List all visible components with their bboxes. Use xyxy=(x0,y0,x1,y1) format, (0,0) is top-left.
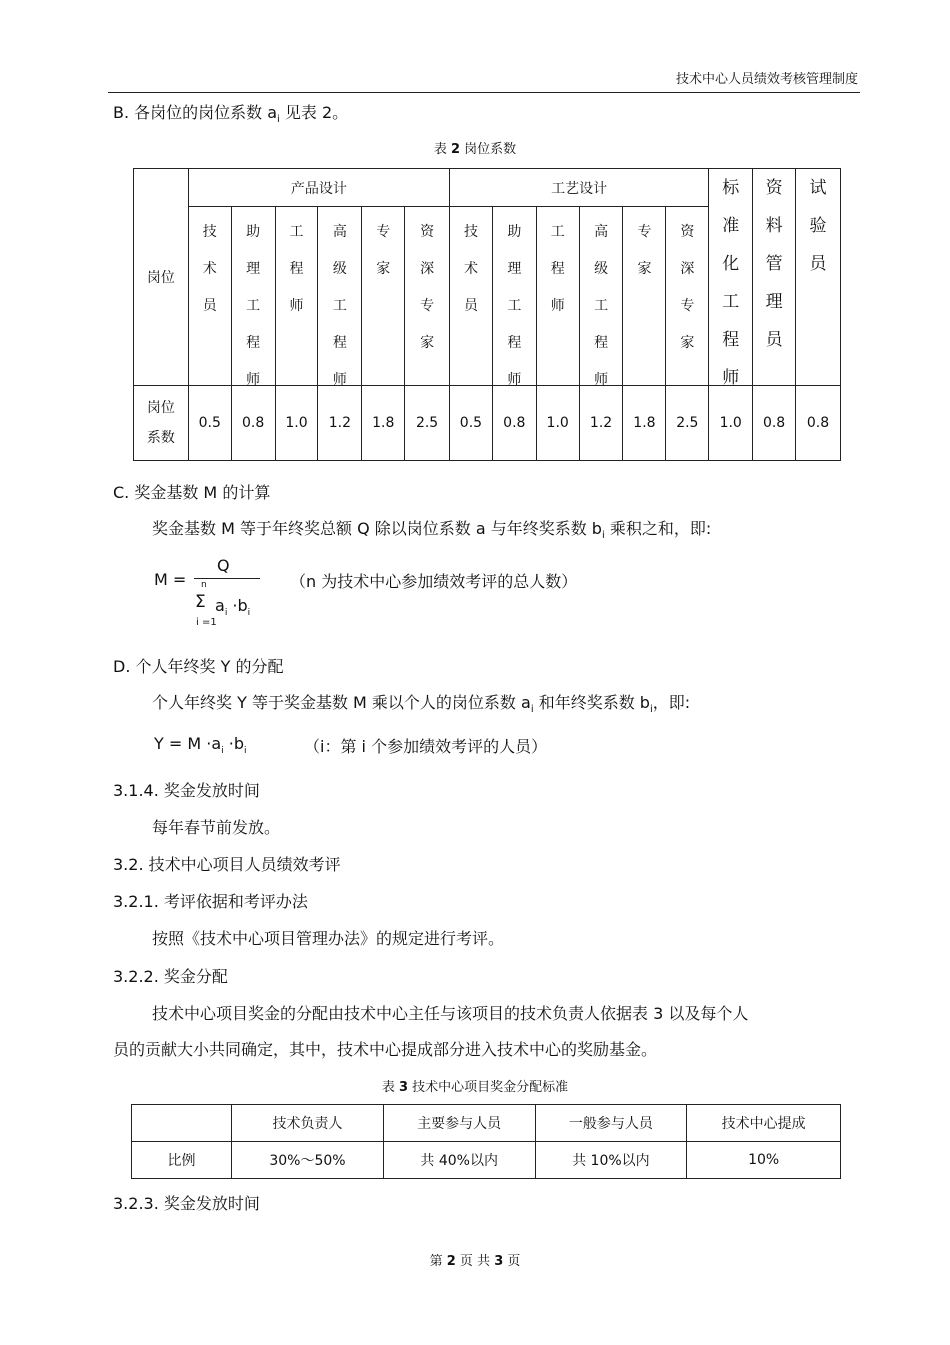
table2-big-char: 验 xyxy=(809,216,827,236)
footer-total: 3 xyxy=(494,1254,504,1269)
s314-title: 3.1.4. 奖金发放时间 xyxy=(113,781,260,800)
section-d-title: D. 个人年终奖 Y 的分配 xyxy=(113,657,284,676)
table2-char: 师 xyxy=(246,372,261,388)
running-header: 技术中心人员绩效考核管理制度 xyxy=(675,72,858,87)
table2-subcol-text xyxy=(493,208,536,388)
table2-subcol-6 xyxy=(449,207,492,386)
table2-coef-label-2: 系数 xyxy=(146,430,175,446)
formula-y-sub1: i xyxy=(221,746,224,757)
formula-m-b: ·b xyxy=(232,596,248,615)
table3-header-cell: 一般参与人员 xyxy=(535,1105,687,1142)
table3-data-cell: 共 40%以内 xyxy=(383,1142,535,1179)
formula-m-lhs: M = xyxy=(154,570,187,589)
table2-subcol-text xyxy=(537,208,579,384)
section-b-sub: i xyxy=(277,114,280,126)
table2-char: 家 xyxy=(420,335,435,351)
table2-subcol-3 xyxy=(318,207,362,386)
table2-char: 深 xyxy=(420,261,435,277)
table2-char: 程 xyxy=(594,335,609,351)
table3-header-cell xyxy=(132,1105,232,1142)
formula-y-b: ·b xyxy=(223,734,244,753)
table2-coef-label xyxy=(134,386,189,461)
table2-big-char: 理 xyxy=(765,292,783,312)
table3-data-cell: 10% xyxy=(687,1142,841,1179)
table2-char: 助 xyxy=(507,224,522,240)
table2-value-cell: 0.8 xyxy=(796,386,841,461)
table2-char: 理 xyxy=(246,261,261,277)
table2-big-char: 料 xyxy=(765,216,783,236)
table2-char: 专 xyxy=(637,224,652,240)
table2-value-cell: 0.8 xyxy=(753,386,796,461)
table3-caption xyxy=(0,1076,950,1095)
table2-char: 程 xyxy=(332,335,347,351)
table2-char: 家 xyxy=(680,335,695,351)
footer-mid: 页 共 xyxy=(459,1254,491,1269)
table2-char: 程 xyxy=(246,335,261,351)
table2-value-cell: 1.0 xyxy=(709,386,753,461)
table2-subcol-0 xyxy=(188,207,231,386)
table3-header-cell: 技术负责人 xyxy=(232,1105,384,1142)
table2-value-cell: 0.8 xyxy=(231,386,275,461)
table2-big-char: 员 xyxy=(809,254,827,274)
section-b xyxy=(113,100,348,125)
table2-coef-label-1: 岗位 xyxy=(146,400,175,416)
section-c-body-sub: i xyxy=(601,530,605,542)
table2-big-char: 标 xyxy=(722,178,740,198)
table2-char: 级 xyxy=(594,261,609,277)
formula-m-numerator: Q xyxy=(217,556,230,575)
table2-subcol-text xyxy=(666,208,708,384)
table2-char: 技 xyxy=(202,224,217,240)
table2-value-cell: 2.5 xyxy=(405,386,450,461)
section-b-text: B. 各岗位的岗位系数 a xyxy=(113,103,278,122)
table2-value-cell: 1.0 xyxy=(275,386,318,461)
table2-char: 程 xyxy=(507,335,522,351)
table2-subcol-text xyxy=(450,208,492,384)
table3-data-cell: 共 10%以内 xyxy=(535,1142,687,1179)
table2-char: 师 xyxy=(507,372,522,388)
section-c-body-tail: 乘积之和，即: xyxy=(604,519,712,538)
formula-m-a: a xyxy=(215,596,225,615)
formula-y-sub2: i xyxy=(243,746,247,757)
table2-col-big-2 xyxy=(753,169,796,386)
table2-char: 师 xyxy=(594,372,609,388)
table3-caption-num: 3 xyxy=(398,1080,409,1095)
section-d-body-sub: i xyxy=(530,704,534,716)
section-d-body xyxy=(152,690,690,715)
table2-value-cell: 0.8 xyxy=(492,386,536,461)
table2-char: 专 xyxy=(376,224,391,240)
s314-body: 每年春节前发放。 xyxy=(152,818,281,837)
table2-char: 助 xyxy=(246,224,261,240)
table3-header-cell: 主要参与人员 xyxy=(383,1105,535,1142)
table3 xyxy=(131,1104,841,1179)
table2-char: 技 xyxy=(463,224,478,240)
section-c-body-text: 奖金基数 M 等于年终奖总额 Q 除以岗位系数 a 与年终奖系数 b xyxy=(152,519,602,538)
s322-body-1: 技术中心项目奖金的分配由技术中心主任与该项目的技术负责人依据表 3 以及每个人 xyxy=(152,1004,749,1023)
table3-caption-text: 技术中心项目奖金分配标准 xyxy=(412,1080,569,1095)
table2-value-cell: 1.2 xyxy=(318,386,362,461)
table2-subcol-text xyxy=(232,208,275,388)
table2-group-product: 产品设计 xyxy=(188,169,449,207)
table2-value-cell: 2.5 xyxy=(666,386,709,461)
table2-col-big-1 xyxy=(709,169,753,386)
table2-char: 资 xyxy=(420,224,435,240)
table2-col-big-3 xyxy=(796,169,841,386)
table2-subcol-1 xyxy=(231,207,275,386)
table2-subcol-4 xyxy=(362,207,405,386)
footer-suffix: 页 xyxy=(507,1254,521,1269)
table2-value-cell: 1.8 xyxy=(623,386,666,461)
table2-caption-num: 2 xyxy=(450,142,461,157)
table2-big-char: 管 xyxy=(765,254,783,274)
table2-char: 专 xyxy=(420,298,435,314)
table2-char: 工 xyxy=(332,298,347,314)
table2-subcol-text xyxy=(580,208,623,388)
table2-char: 工 xyxy=(507,298,522,314)
table3-data-cell: 30%～50% xyxy=(232,1142,384,1179)
formula-m-b-sub: i xyxy=(247,608,251,619)
table2 xyxy=(133,168,841,461)
table2-char: 家 xyxy=(376,261,391,277)
table2-char: 工 xyxy=(246,298,261,314)
formula-m-sum-bottom: i =1 xyxy=(196,617,217,628)
table2-char: 工 xyxy=(594,298,609,314)
table2-char: 师 xyxy=(289,298,304,314)
table2-big-char: 师 xyxy=(722,368,740,388)
s321-title: 3.2.1. 考评依据和考评办法 xyxy=(113,892,308,911)
table2-char: 程 xyxy=(289,261,304,277)
table2-subcol-7 xyxy=(492,207,536,386)
table2-value-cell: 1.2 xyxy=(579,386,623,461)
table2-big-char: 工 xyxy=(722,292,740,312)
table2-subcol-5 xyxy=(405,207,450,386)
table2-subcol-text xyxy=(189,208,231,384)
table2-char: 师 xyxy=(332,372,347,388)
formula-m-sum-sign: Σ xyxy=(195,592,206,612)
table2-big-char: 程 xyxy=(722,330,740,350)
formula-y xyxy=(154,734,247,756)
table2-char: 专 xyxy=(680,298,695,314)
page-footer xyxy=(0,1250,950,1269)
footer-prefix: 第 xyxy=(429,1254,443,1269)
table2-char: 工 xyxy=(289,224,304,240)
formula-m-sum-top: n xyxy=(201,580,207,590)
table2-char: 术 xyxy=(202,261,217,277)
table2-char: 深 xyxy=(680,261,695,277)
table3-data-cell: 比例 xyxy=(132,1142,232,1179)
table2-subcol-text xyxy=(362,208,404,384)
s32-title: 3.2. 技术中心项目人员绩效考评 xyxy=(113,855,341,874)
section-d-body-sub2: i xyxy=(649,704,653,716)
s321-body: 按照《技术中心项目管理办法》的规定进行考评。 xyxy=(152,929,505,948)
table2-big-char: 准 xyxy=(722,216,740,236)
table2-subcol-text xyxy=(405,208,449,384)
section-d-body-text: 个人年终奖 Y 等于奖金基数 M 乘以个人的岗位系数 a xyxy=(152,693,531,712)
table2-subcol-text xyxy=(623,208,665,384)
table2-caption xyxy=(0,138,950,157)
table2-char: 高 xyxy=(594,224,609,240)
table2-row-head: 岗位 xyxy=(134,169,189,386)
table2-caption-prefix: 表 xyxy=(433,142,447,157)
table2-char: 家 xyxy=(637,261,652,277)
formula-m-fraction-line xyxy=(194,578,260,579)
table2-subcol-text xyxy=(318,208,361,388)
table2-big-char: 试 xyxy=(809,178,827,198)
section-b-tail: 见表 2。 xyxy=(279,103,349,122)
table2-value-cell: 0.5 xyxy=(449,386,492,461)
table2-big-char: 员 xyxy=(765,330,783,350)
table2-char: 理 xyxy=(507,261,522,277)
table2-char: 级 xyxy=(332,261,347,277)
section-c-title: C. 奖金基数 M 的计算 xyxy=(113,483,271,502)
table2-subcol-11 xyxy=(666,207,709,386)
table2-big-char: 资 xyxy=(765,178,783,198)
table2-subcol-10 xyxy=(623,207,666,386)
table2-subcol-8 xyxy=(536,207,579,386)
table2-char: 员 xyxy=(463,298,478,314)
table2-value-cell: 1.8 xyxy=(362,386,405,461)
table2-group-process: 工艺设计 xyxy=(449,169,708,207)
table2-char: 术 xyxy=(463,261,478,277)
s322-body-2: 员的贡献大小共同确定，其中，技术中心提成部分进入技术中心的奖励基金。 xyxy=(113,1040,658,1059)
table2-char: 师 xyxy=(550,298,565,314)
section-d-body-tail: ，即: xyxy=(652,693,691,712)
formula-y-main: Y = M ·a xyxy=(154,734,222,753)
table2-value-cell: 0.5 xyxy=(188,386,231,461)
formula-m-a-sub: i xyxy=(224,608,228,619)
table2-char: 程 xyxy=(550,261,565,277)
table2-caption-text: 岗位系数 xyxy=(464,142,517,157)
section-d-body-mid: 和年终奖系数 b xyxy=(533,693,650,712)
table2-subcol-2 xyxy=(275,207,318,386)
table2-char: 员 xyxy=(202,298,217,314)
table2-big-char: 化 xyxy=(722,254,740,274)
section-c-body xyxy=(152,516,711,541)
table2-value-cell: 1.0 xyxy=(536,386,579,461)
formula-m-denominator xyxy=(215,596,250,618)
table2-char: 高 xyxy=(332,224,347,240)
table2-char: 资 xyxy=(680,224,695,240)
table2-char: 工 xyxy=(550,224,565,240)
header-rule xyxy=(108,92,860,93)
s323-title: 3.2.3. 奖金发放时间 xyxy=(113,1194,260,1213)
table2-subcol-text xyxy=(276,208,318,384)
table3-caption-prefix: 表 xyxy=(381,1080,395,1095)
table2-subcol-9 xyxy=(579,207,623,386)
footer-page: 2 xyxy=(446,1254,456,1269)
table3-header-cell: 技术中心提成 xyxy=(687,1105,841,1142)
s322-title: 3.2.2. 奖金分配 xyxy=(113,967,228,986)
formula-y-note: （i：第 i 个参加绩效考评的人员） xyxy=(304,737,548,756)
formula-m-note: （n 为技术中心参加绩效考评的总人数） xyxy=(290,572,578,591)
